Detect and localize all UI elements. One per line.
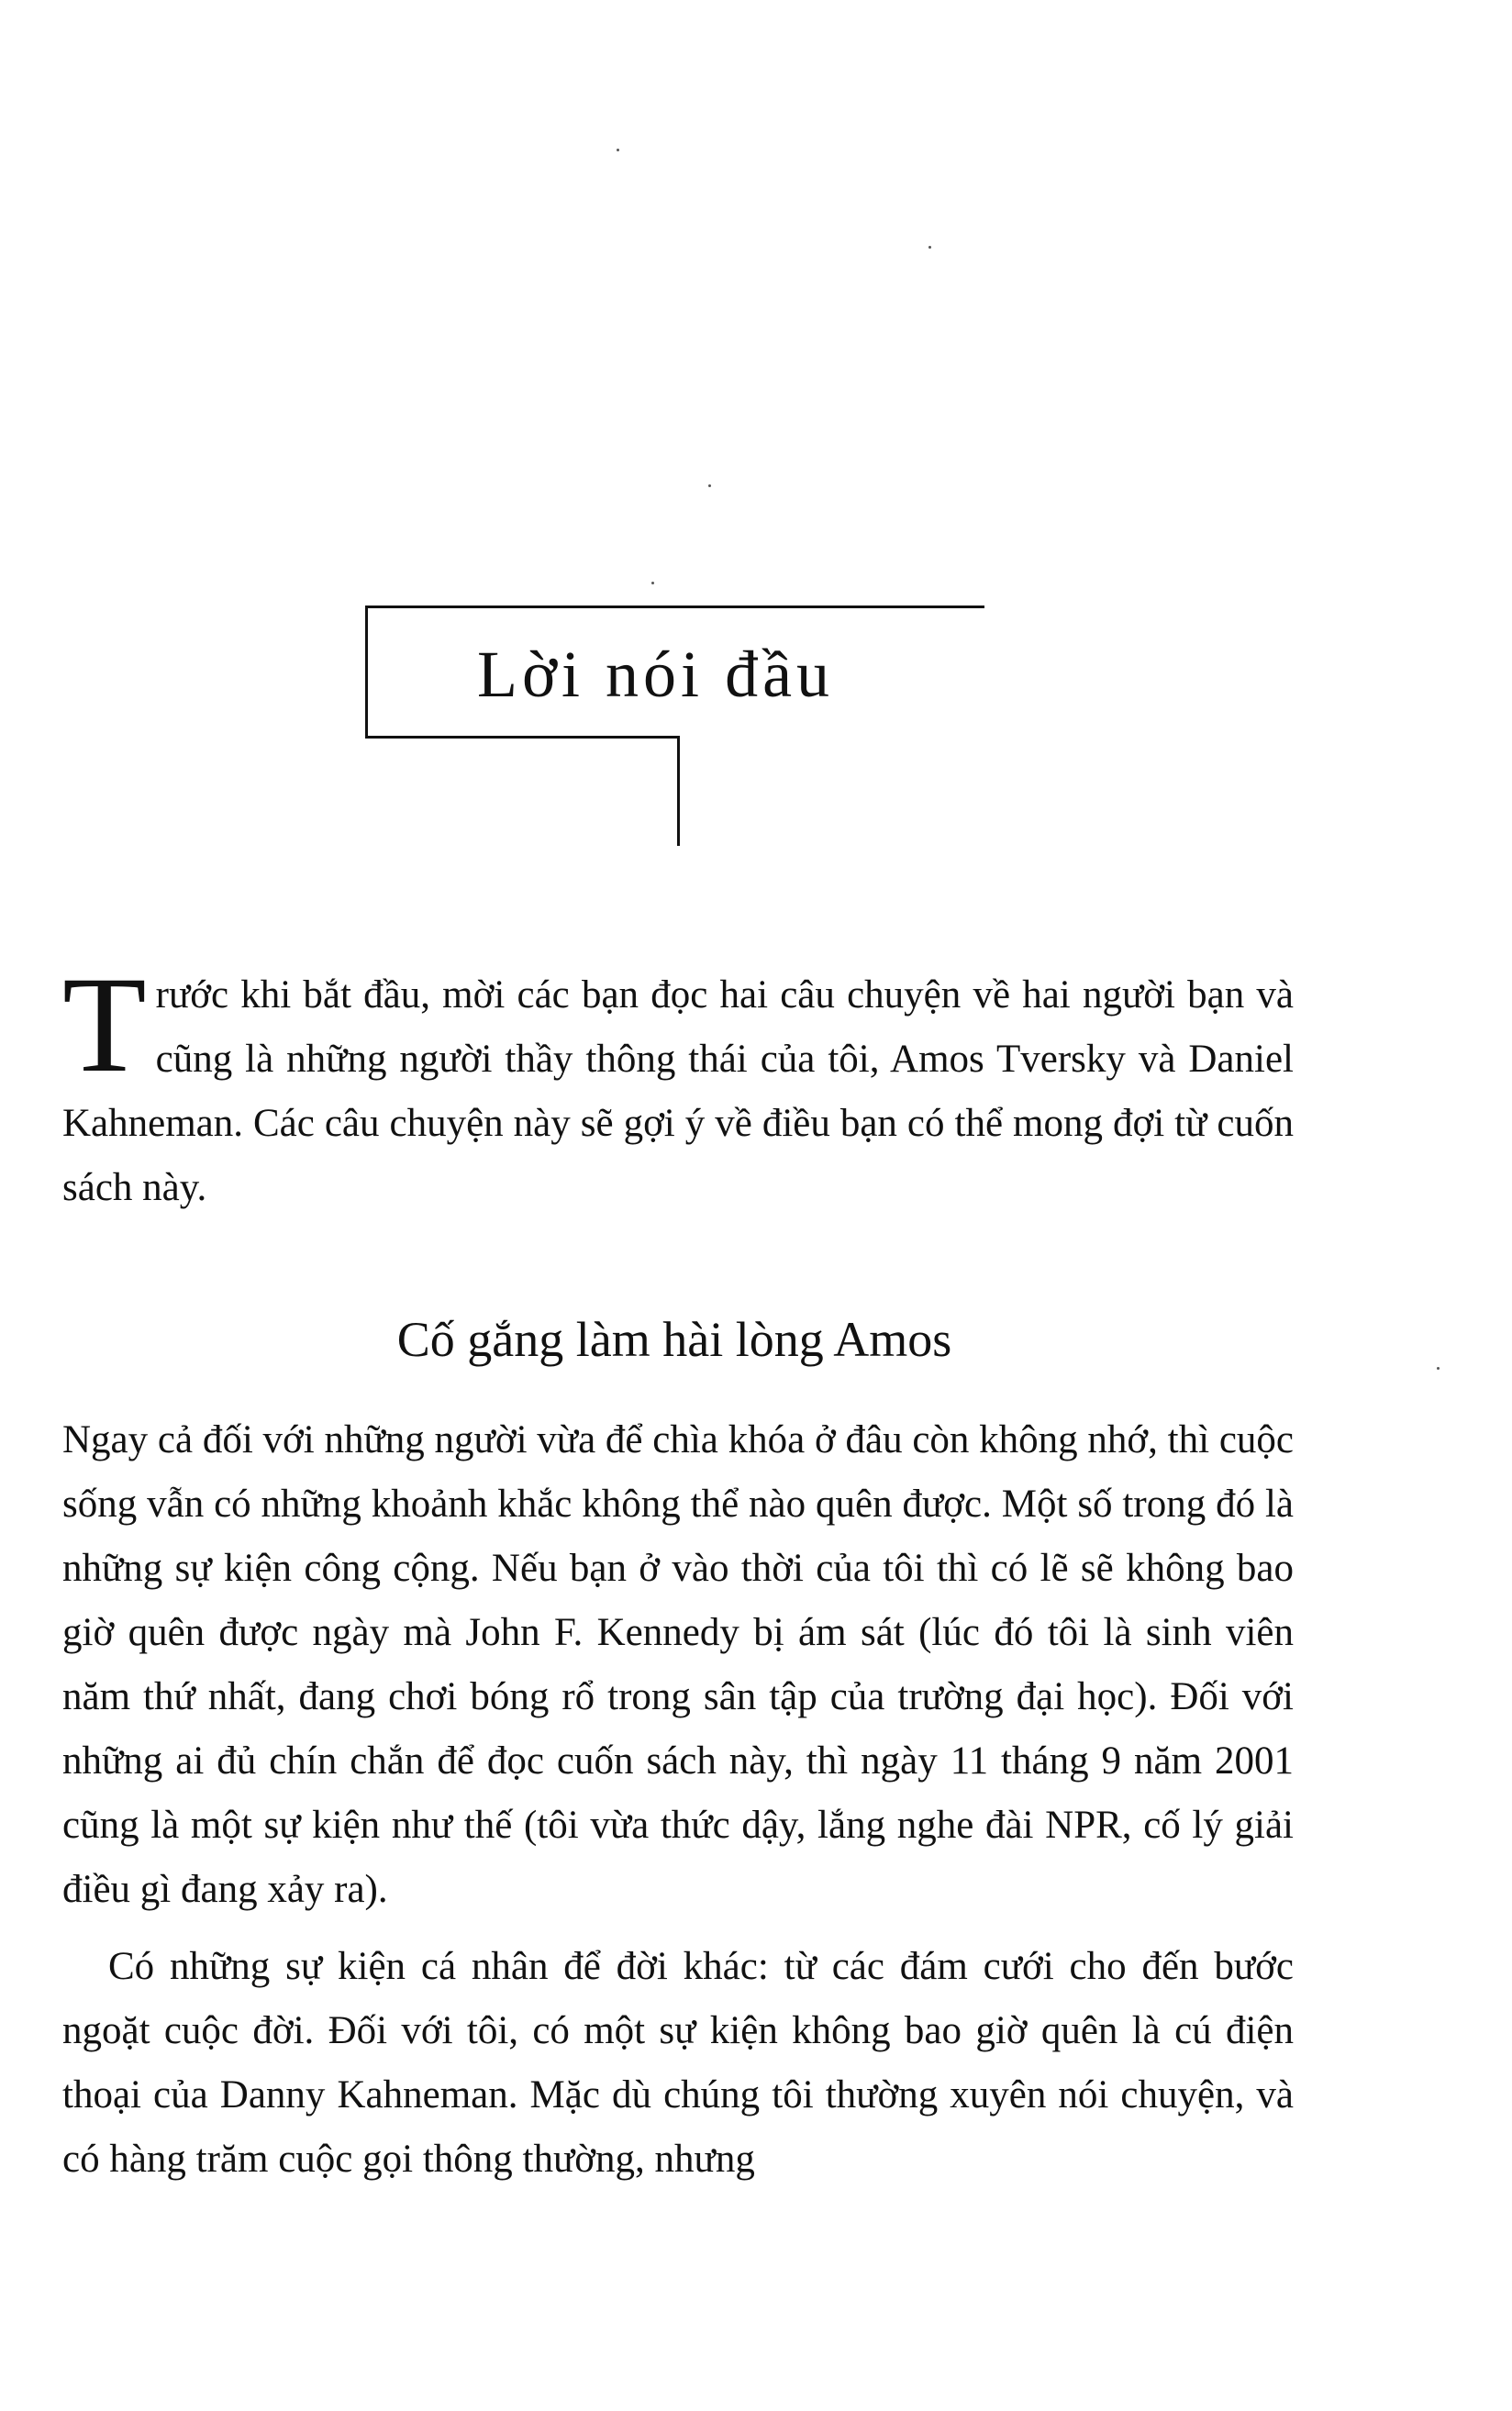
scan-speck bbox=[651, 582, 654, 584]
intro-paragraph bbox=[62, 949, 1294, 1220]
scan-speck bbox=[617, 149, 619, 151]
section-body bbox=[62, 1408, 1294, 2192]
chapter-frame-left-rule bbox=[365, 606, 368, 737]
intro-text: rước khi bắt đầu, mời các bạn đọc hai câu chuyện về hai người bạn và cũng là những người thầy thông thái của tôi, Amos Tversky và Daniel Kahneman. Các câu chuyện này sẽ gợi ý về điều bạn có thể mong đợi từ cuốn sách này. bbox=[62, 973, 1294, 1209]
chapter-frame-top-rule bbox=[365, 606, 984, 608]
scan-speck bbox=[928, 246, 931, 249]
chapter-title: Lời nói đầu bbox=[477, 638, 835, 711]
chapter-frame-bottom-rule bbox=[365, 736, 679, 739]
body-paragraph: Có những sự kiện cá nhân để đời khác: từ các đám cưới cho đến bước ngoặt cuộc đời. Đối với tôi, có một sự kiện không bao giờ quên là cú điện thoại của Danny Kahneman. Mặc dù chúng tôi thường xuyên nói chuyện, và có hàng trăm cuộc gọi thông thường, nhưng bbox=[62, 1945, 1294, 2181]
section-heading: Cố gắng làm hài lòng Amos bbox=[396, 1312, 952, 1367]
chapter-frame-right-rule bbox=[677, 736, 680, 846]
body-paragraph: Ngay cả đối với những người vừa để chìa khóa ở đâu còn không nhớ, thì cuộc sống vẫn có những khoảnh khắc không thể nào quên được. Một số trong đó là những sự kiện công cộng. Nếu bạn ở vào thời của tôi thì có lẽ sẽ không bao giờ quên được ngày mà John F. Kennedy bị ám sát (lúc đó tôi là sinh viên năm thứ nhất, đang chơi bóng rổ trong sân tập của trường đại học). Đối với những ai đủ chín chắn để đọc cuốn sách này, thì ngày 11 tháng 9 năm 2001 cũng là một sự kiện như thế (tôi vừa thức dậy, lắng nghe đài NPR, cố lý giải điều gì đang xảy ra). bbox=[62, 1418, 1294, 1911]
scan-speck bbox=[708, 484, 711, 487]
scan-speck bbox=[1437, 1367, 1440, 1370]
drop-cap: T bbox=[62, 949, 147, 1101]
